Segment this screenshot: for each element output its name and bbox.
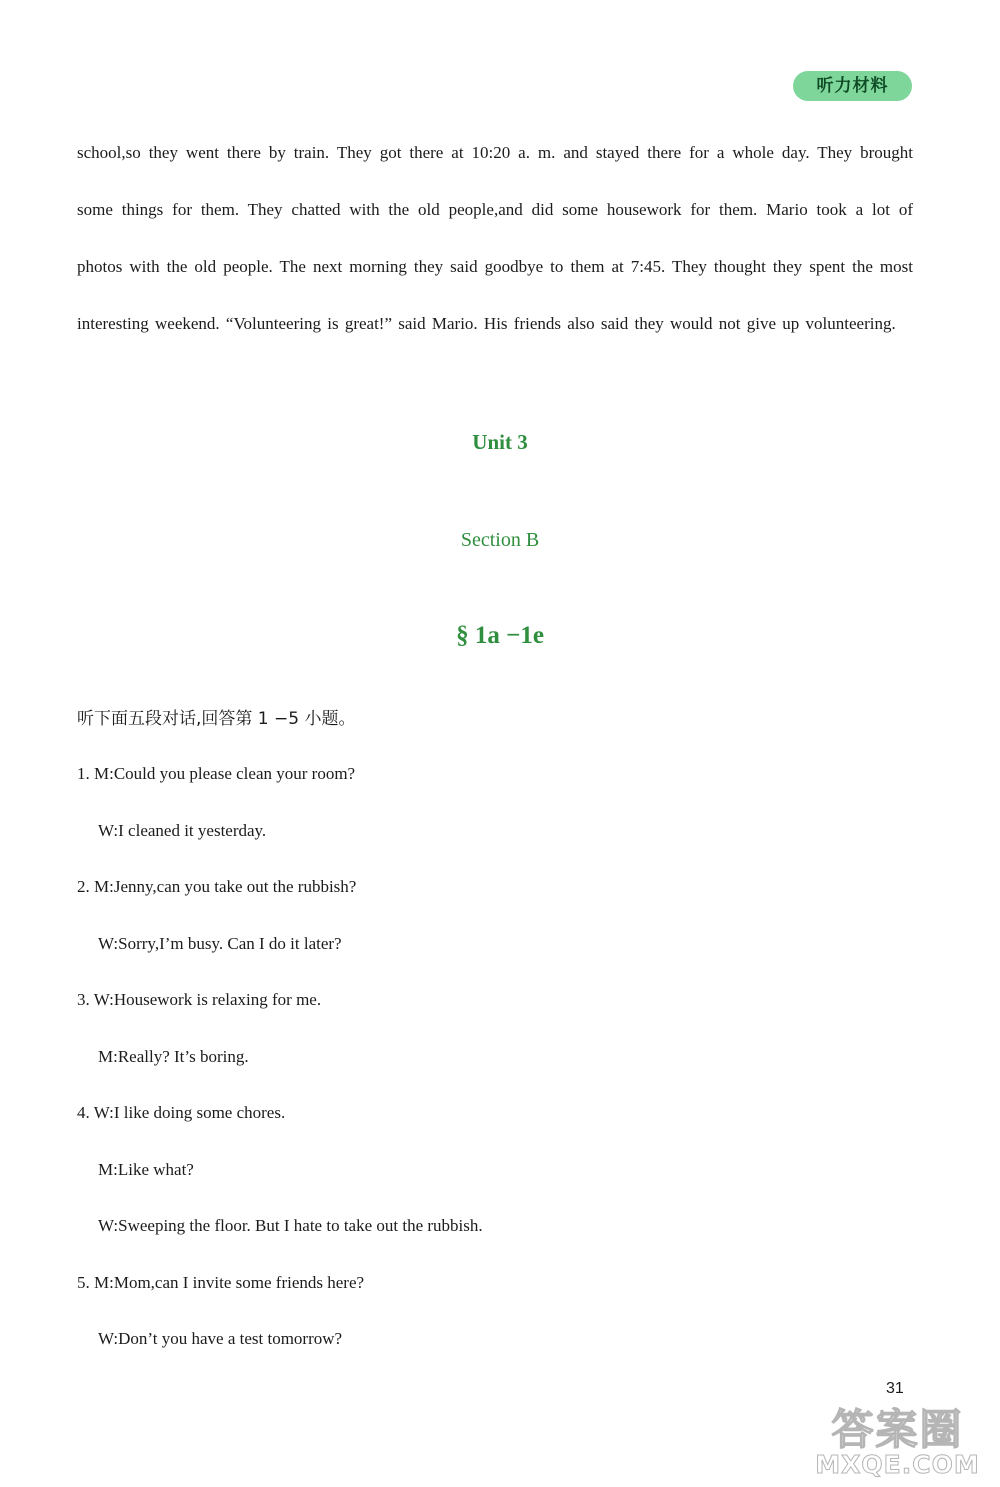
passage-text: school,so they went there by train. They got there at 10:20 a. m. and stayed there for a whole day. They brought some things for them. They chatted with the old people,and did some housework for them. Mario took a lot of photos with the old people. The next morning they said goodbye to them at 7:45. They thought they spent the most interesting weekend. “Volunteering is great!” said Mario. His friends also said they would not give up volunteering. bbox=[77, 143, 913, 333]
dialogue-line bbox=[77, 759, 483, 816]
speaker-label: W: bbox=[98, 933, 119, 953]
speaker-label: 1. M: bbox=[77, 764, 114, 783]
dialogue-text: I cleaned it yesterday. bbox=[118, 820, 267, 840]
page-number: 31 bbox=[886, 1380, 904, 1397]
site-watermark bbox=[800, 1395, 995, 1480]
speaker-label: W: bbox=[98, 1329, 119, 1348]
dialogue-text: Like what? bbox=[117, 1159, 194, 1179]
dialogue-line bbox=[77, 816, 483, 873]
speaker-label: M: bbox=[98, 1046, 118, 1066]
instruction-text: 听下面五段对话,回答第 1 −5 小题。 bbox=[77, 709, 356, 729]
speaker-label: 3. W: bbox=[77, 990, 114, 1009]
part-title: § 1a −1e bbox=[456, 622, 544, 649]
dialogue-line bbox=[77, 1211, 483, 1268]
dialogue-line bbox=[77, 1098, 483, 1155]
dialogue-list bbox=[77, 759, 483, 1381]
dialogue-line bbox=[77, 1268, 483, 1325]
speaker-label: W: bbox=[98, 1216, 119, 1235]
unit-title: Unit 3 bbox=[472, 430, 528, 454]
dialogue-line bbox=[77, 985, 483, 1042]
dialogue-text: Could you please clean your room? bbox=[113, 764, 356, 783]
watermark-url: MXQE.COM bbox=[815, 1450, 980, 1479]
watermark-logo-text: 答案圈 bbox=[831, 1405, 964, 1454]
listening-material-tag: 听力材料 bbox=[793, 71, 912, 101]
section-title: Section B bbox=[460, 529, 540, 551]
speaker-label: M: bbox=[98, 1159, 118, 1179]
speaker-label: W: bbox=[98, 820, 119, 840]
dialogue-line bbox=[77, 1042, 483, 1099]
dialogue-text: Housework is relaxing for me. bbox=[113, 990, 322, 1009]
dialogue-line bbox=[77, 1155, 483, 1212]
dialogue-line bbox=[77, 929, 483, 986]
speaker-label: 4. W: bbox=[77, 1103, 114, 1122]
dialogue-line bbox=[77, 1324, 483, 1381]
dialogue-text: Sorry,I’m busy. Can I do it later? bbox=[118, 933, 342, 953]
dialogue-text: Jenny,can you take out the rubbish? bbox=[113, 877, 357, 896]
dialogue-text: Don’t you have a test tomorrow? bbox=[118, 1329, 343, 1348]
speaker-label: 2. M: bbox=[77, 877, 114, 896]
dialogue-text: Mom,can I invite some friends here? bbox=[113, 1272, 365, 1292]
speaker-label: 5. M: bbox=[77, 1272, 114, 1292]
dialogue-text: Really? It’s boring. bbox=[117, 1046, 249, 1066]
dialogue-line bbox=[77, 872, 483, 929]
dialogue-text: I like doing some chores. bbox=[113, 1103, 286, 1122]
dialogue-text: Sweeping the floor. But I hate to take out the rubbish. bbox=[118, 1216, 483, 1235]
